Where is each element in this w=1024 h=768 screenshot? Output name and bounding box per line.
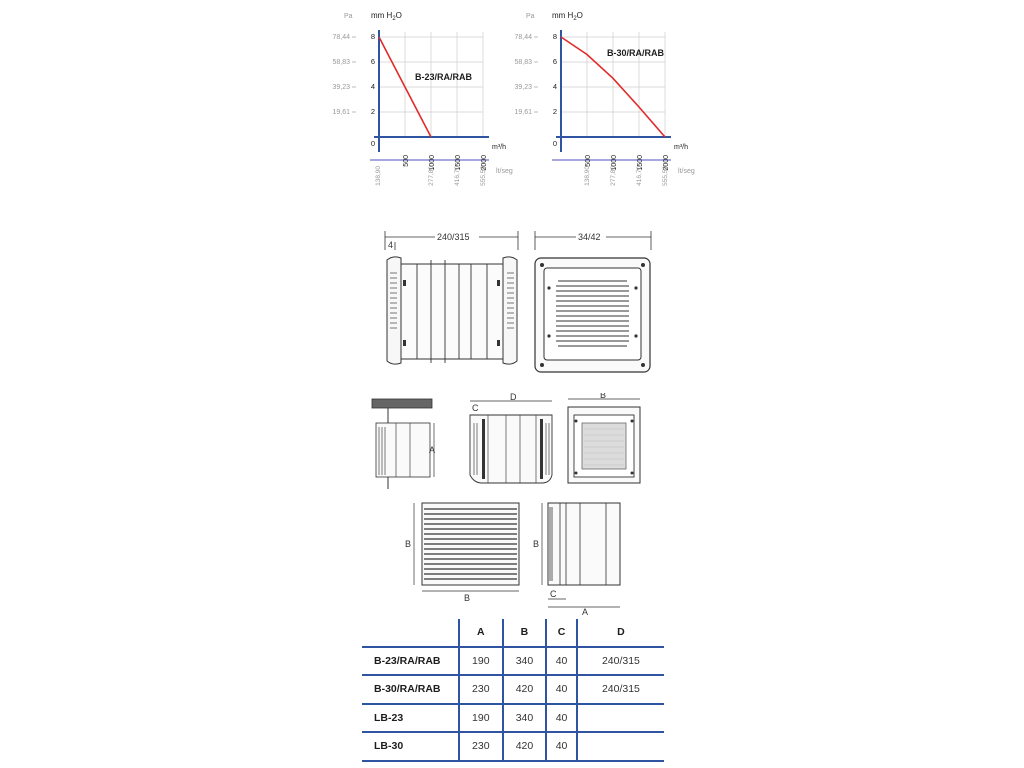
table-cell-b: 420 (503, 675, 547, 704)
pa-tick: 78,44 (332, 34, 350, 41)
side-view-drawing (375, 228, 525, 378)
side-section-drawing (366, 393, 442, 493)
dim-b-label-top: B (600, 393, 607, 400)
mm-tick: 0 (552, 139, 557, 148)
table-cell-a: 190 (459, 704, 503, 733)
dim-c-label: C (550, 589, 557, 599)
fan-curve-chart-2 (508, 0, 698, 190)
pa-tick: 19,61 (514, 109, 532, 116)
pa-tick: 19,61 (332, 109, 350, 116)
pa-tick-marks (352, 37, 356, 112)
side-width-dim: 240/315 (437, 232, 470, 242)
mm-tick: 8 (370, 32, 375, 41)
table-cell-a: 230 (459, 675, 503, 704)
lt-tick: 138,90 (584, 166, 591, 186)
x-tick: 1000 (611, 155, 618, 171)
mm-tick: 2 (370, 107, 375, 116)
table-cell-a: 230 (459, 732, 503, 761)
lt-tick: 416,70 (454, 166, 461, 186)
table-row (362, 647, 664, 676)
lt-tick: 555,50 (480, 166, 487, 186)
lt-tick: 138,90 (375, 166, 382, 186)
table-header-corner (362, 619, 459, 647)
table-header-d: D (577, 619, 664, 647)
x-unit: m³/h (492, 144, 506, 151)
dim-b-label-left: B (405, 539, 412, 549)
mm-tick: 6 (552, 57, 557, 66)
table-row (362, 732, 664, 761)
table-cell-d (577, 704, 664, 733)
pa-tick: 58,83 (514, 59, 532, 66)
small-offset-dim: 4 (388, 240, 394, 250)
mm-axis-label: mm $H_2O$ (552, 11, 583, 22)
pa-axis-label: Pa (344, 13, 353, 20)
model-label: B-23/RA/RAB (415, 72, 473, 82)
table-cell-model: LB-23 (362, 704, 459, 733)
pa-tick: 78,44 (514, 34, 532, 41)
pa-axis-label: Pa (526, 13, 535, 20)
table-cell-model: B-30/RA/RAB (362, 675, 459, 704)
table-cell-b: 340 (503, 704, 547, 733)
pa-tick-labels (332, 34, 350, 116)
mm-tick: 8 (552, 32, 557, 41)
dim-d-label: D (510, 393, 517, 402)
lt-tick: 555,50 (662, 166, 669, 186)
mm-tick: 4 (370, 82, 375, 91)
front-grille-drawing (530, 228, 655, 378)
model-label: B-30/RA/RAB (607, 48, 665, 58)
mm-tick: 2 (552, 107, 557, 116)
mm-tick: 4 (552, 82, 557, 91)
pa-tick: 39,23 (332, 84, 350, 91)
table-cell-a: 190 (459, 647, 503, 676)
pa-tick: 39,23 (514, 84, 532, 91)
table-row (362, 675, 664, 704)
table-row (362, 704, 664, 733)
b-front-drawing (562, 393, 646, 493)
table-cell-c: 40 (546, 732, 577, 761)
table-cell-d (577, 732, 664, 761)
dim-a-label-bottom: A (582, 607, 589, 617)
x-unit: m³/h (674, 144, 688, 151)
dimensions-table (362, 619, 664, 762)
lb-grille-drawing (402, 495, 524, 605)
table-cell-b: 420 (503, 732, 547, 761)
lt-tick: 416,70 (636, 166, 643, 186)
mm-tick: 6 (370, 57, 375, 66)
d-section-drawing (462, 393, 558, 493)
x-tick: 1500 (637, 155, 644, 171)
dim-b-label-side: B (533, 539, 540, 549)
lt-unit: lt/seg (496, 168, 513, 175)
table-header-b: B (503, 619, 547, 647)
table-cell-d: 240/315 (577, 647, 664, 676)
lt-tick: 277,80 (428, 166, 435, 186)
dim-b-label-bottom: B (464, 593, 471, 603)
table-cell-model: B-23/RA/RAB (362, 647, 459, 676)
x-tick: 2000 (481, 155, 488, 171)
dim-c-label-top: C (472, 403, 479, 413)
dim-a-label: A (429, 445, 436, 455)
lt-tick: 277,80 (610, 166, 617, 186)
table-cell-d: 240/315 (577, 675, 664, 704)
table-cell-b: 340 (503, 647, 547, 676)
pa-tick: 58,83 (332, 59, 350, 66)
table-header-row (362, 619, 664, 647)
x-tick: 2000 (663, 155, 670, 171)
table-cell-c: 40 (546, 647, 577, 676)
table-cell-model: LB-30 (362, 732, 459, 761)
x-tick: 1000 (429, 155, 436, 171)
x-tick: 500 (585, 155, 592, 167)
mm-axis-label: mm $H_2O$ (371, 11, 402, 22)
front-width-dim: 34/42 (578, 232, 601, 242)
lt-unit: lt/seg (678, 168, 695, 175)
mm-tick: 0 (370, 139, 375, 148)
table-cell-c: 40 (546, 675, 577, 704)
table-cell-c: 40 (546, 704, 577, 733)
lb-side-drawing (526, 495, 630, 617)
table-header-c: C (546, 619, 577, 647)
x-tick: 1500 (455, 155, 462, 171)
table-header-a: A (459, 619, 503, 647)
fan-curve-chart-1 (326, 0, 516, 190)
x-tick: 500 (403, 155, 410, 167)
